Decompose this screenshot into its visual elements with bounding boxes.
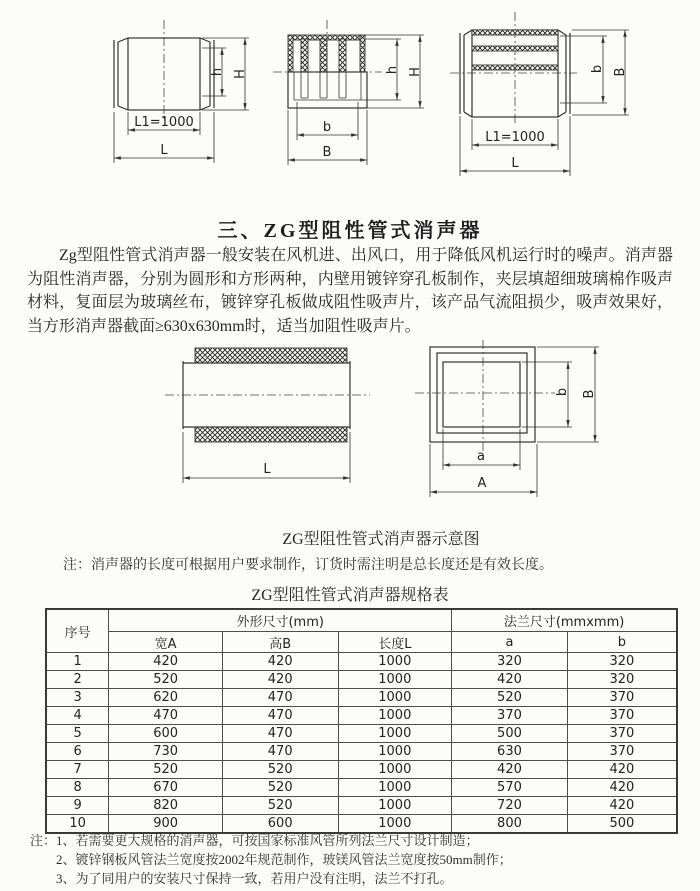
figure-note: 注：消声器的长度可根据用户要求制作，订货时需注明是总长度还是有效长度。 — [63, 558, 553, 573]
col-group-outline: 外形尺寸(mm) — [109, 609, 452, 632]
cell-height: 420 — [222, 671, 338, 689]
dim-label-B: B — [613, 67, 628, 77]
cell-serial: 5 — [46, 725, 109, 743]
cell-width: 730 — [109, 743, 223, 761]
cell-height: 470 — [222, 707, 338, 725]
dim-label-b: b — [322, 120, 332, 135]
dim-label-L: L — [160, 143, 168, 158]
footnote-line: 3、为了同用户的安装尺寸保持一致，若用户没有注明，法兰不打孔。 — [56, 871, 453, 886]
cell-flange-a: 630 — [452, 743, 568, 761]
cell-flange-b: 370 — [567, 689, 677, 707]
table-row — [46, 689, 677, 707]
footnote-line — [30, 831, 512, 850]
dim-label-L1: L1=1000 — [485, 130, 545, 145]
cell-flange-a: 370 — [452, 707, 568, 725]
cell-length: 1000 — [338, 779, 452, 797]
cell-serial: 8 — [46, 779, 109, 797]
cell-height: 520 — [222, 797, 338, 815]
cell-serial: 6 — [46, 743, 109, 761]
col-header-flange-b: b — [567, 632, 677, 653]
dim-label-B: B — [582, 389, 597, 399]
figure-caption: ZG型阻性管式消声器示意图 — [282, 531, 480, 548]
table-row — [46, 653, 677, 671]
dim-label-L: L — [263, 462, 271, 477]
cell-width: 900 — [109, 815, 223, 834]
dim-label-B: B — [322, 145, 332, 160]
col-header-serial: 序号 — [46, 609, 109, 653]
drawing-square-silencer-front — [270, 10, 430, 185]
table-row — [46, 725, 677, 743]
cell-serial: 10 — [46, 815, 109, 834]
cell-flange-a: 320 — [452, 653, 568, 671]
cell-width: 420 — [109, 653, 223, 671]
cell-flange-a: 420 — [452, 761, 568, 779]
dim-label-H: H — [233, 69, 248, 79]
dim-label-L: L — [511, 156, 519, 171]
dim-label-b: b — [555, 387, 570, 397]
cell-serial: 7 — [46, 761, 109, 779]
intro-paragraph: Zg型阻性管式消声器一般安装在风机进、出风口，用于降低风机运行时的噪声。消声器为阻性消声器，分别为圆形和方形两种，内壁用镀锌穿孔板制作，夹层填超细玻璃棉作吸声材料，复面层为玻璃丝布，镀锌穿孔板做成阻性吸声片，该产品气流阻损少，吸声效果好，当方形消声器截面≥630x630mm时，适当加阻性吸声片。 — [27, 247, 673, 335]
dim-label-b: b — [590, 64, 605, 74]
spec-table — [45, 608, 678, 834]
cell-flange-a: 570 — [452, 779, 568, 797]
cell-flange-b: 420 — [567, 797, 677, 815]
cell-length: 1000 — [338, 653, 452, 671]
cell-height: 470 — [222, 725, 338, 743]
cell-length: 1000 — [338, 707, 452, 725]
cell-flange-b: 370 — [567, 743, 677, 761]
cell-length: 1000 — [338, 671, 452, 689]
footnotes — [30, 831, 512, 888]
col-header-height-b: 高B — [222, 632, 338, 653]
cell-flange-b: 420 — [567, 779, 677, 797]
cell-length: 1000 — [338, 797, 452, 815]
dim-label-h: h — [385, 65, 400, 75]
col-header-width-a: 宽A — [109, 632, 223, 653]
cell-width: 520 — [109, 671, 223, 689]
table-row — [46, 743, 677, 761]
cell-width: 670 — [109, 779, 223, 797]
cell-flange-a: 500 — [452, 725, 568, 743]
cell-serial: 3 — [46, 689, 109, 707]
cell-height: 520 — [222, 779, 338, 797]
cell-length: 1000 — [338, 815, 452, 834]
footnote-prefix: 注： — [30, 833, 57, 848]
cell-width: 470 — [109, 707, 223, 725]
dim-label-L1: L1=1000 — [134, 115, 194, 130]
cell-height: 470 — [222, 743, 338, 761]
dim-label-H: H — [408, 67, 423, 77]
cell-flange-a: 800 — [452, 815, 568, 834]
table-row — [46, 761, 677, 779]
drawing-circular-silencer-side — [100, 8, 265, 188]
drawing-square-silencer-side — [445, 8, 640, 193]
cell-width: 620 — [109, 689, 223, 707]
col-header-flange-a: a — [452, 632, 568, 653]
dim-label-a: a — [477, 449, 485, 464]
cell-flange-b: 370 — [567, 725, 677, 743]
cell-width: 820 — [109, 797, 223, 815]
cell-flange-a: 420 — [452, 671, 568, 689]
cell-flange-b: 370 — [567, 707, 677, 725]
cell-flange-a: 520 — [452, 689, 568, 707]
table-row — [46, 779, 677, 797]
cell-flange-a: 720 — [452, 797, 568, 815]
cell-length: 1000 — [338, 743, 452, 761]
cell-flange-b: 420 — [567, 761, 677, 779]
cell-flange-b: 320 — [567, 653, 677, 671]
footnote-item: 1、若需要更大规格的消声器，可按国家标准风管所列法兰尺寸设计制造； — [56, 833, 479, 848]
cell-width: 600 — [109, 725, 223, 743]
cell-serial: 2 — [46, 671, 109, 689]
cell-height: 520 — [222, 761, 338, 779]
table-row — [46, 797, 677, 815]
cell-serial: 9 — [46, 797, 109, 815]
cell-height: 470 — [222, 689, 338, 707]
col-header-length-l: 长度L — [338, 632, 452, 653]
table-row — [46, 707, 677, 725]
cell-width: 520 — [109, 761, 223, 779]
cell-flange-b: 320 — [567, 671, 677, 689]
col-group-flange: 法兰尺寸(mmxmm) — [452, 609, 677, 632]
cell-serial: 1 — [46, 653, 109, 671]
dim-label-A: A — [477, 476, 487, 491]
dim-label-h: h — [210, 67, 225, 77]
cell-height: 420 — [222, 653, 338, 671]
cell-serial: 4 — [46, 707, 109, 725]
drawing-circular-silencer-section — [165, 340, 380, 490]
cell-height: 600 — [222, 815, 338, 834]
table-row — [46, 671, 677, 689]
drawing-square-cross-section — [415, 340, 615, 510]
footnote-line: 2、镀锌钢板风管法兰宽度按2002年规范制作，玻镁风管法兰宽度按50mm制作； — [56, 852, 512, 867]
cell-length: 1000 — [338, 725, 452, 743]
cell-flange-b: 500 — [567, 815, 677, 834]
cell-length: 1000 — [338, 761, 452, 779]
spec-table-title: ZG型阻性管式消声器规格表 — [251, 587, 449, 604]
page-title: 三、ZG型阻性管式消声器 — [217, 219, 483, 242]
cell-length: 1000 — [338, 689, 452, 707]
